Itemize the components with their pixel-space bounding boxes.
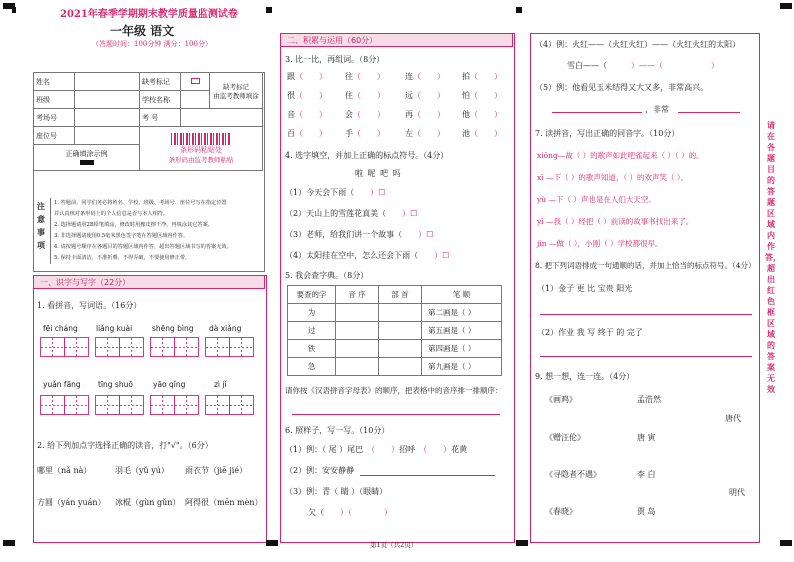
registration-mark (516, 7, 522, 13)
notice-line: 并认真核对条形码上的个人信息是否与本人相符。 (54, 211, 169, 217)
compare-char: 会 (345, 110, 353, 119)
compare-char: 住 (345, 91, 353, 100)
compare-char: 左 (405, 129, 413, 138)
label-class: 班级 (34, 91, 75, 109)
compare-item[interactable]: 连（ ） (405, 72, 445, 81)
q6-example-4b[interactable]: 雪白——（ ）——（ ） (567, 61, 719, 70)
compare-char: 手 (345, 129, 353, 138)
writing-box[interactable] (150, 395, 175, 415)
info-table (33, 72, 263, 171)
q6-example-4: （4）例：火红——（火红火红）——（火红火红的太阳） (535, 40, 741, 49)
lookup-header: 部 首 (379, 286, 422, 304)
q9-author[interactable]: 贾 岛 (637, 507, 656, 516)
q4-line-text: （4）太阳挂在空中，怎么还会下雨（ (285, 251, 419, 260)
notice-line: 4. 请按题号顺序在各题目的答题区域内作答，超出答题区域书写的答案无效。 (54, 244, 232, 250)
pinyin-3: shēng bìng (152, 324, 194, 333)
section2-heading: 二、积累与运用（60分） (280, 33, 513, 47)
registration-mark (780, 540, 792, 546)
pinyin-4: dà xiǎng (209, 324, 242, 333)
q8-item-2: （2）作业 我 写 终于 的 完了 (537, 328, 643, 337)
lookup-cell[interactable] (379, 358, 422, 376)
correct-fill-label: 正确填涂示例 (65, 149, 108, 158)
seat-field[interactable] (75, 127, 140, 145)
label-school: 学校名称 (140, 91, 181, 109)
pinyin-1: fēi cháng (43, 324, 78, 333)
writing-box[interactable] (64, 337, 89, 357)
q7-line[interactable]: jìn —做（ ），小刚（ ）学校都很早。 (537, 239, 663, 248)
label-exam-no: 考 号 (140, 109, 181, 127)
label-name: 姓名 (34, 73, 75, 91)
compare-item[interactable]: 再（ ） (405, 110, 445, 119)
lookup-cell[interactable] (336, 322, 379, 340)
lookup-char: 急 (288, 358, 336, 376)
compare-item[interactable]: 怕（ ） (462, 91, 502, 100)
lookup-cell[interactable] (379, 322, 422, 340)
barcode-area (140, 127, 263, 171)
q9-title: 9. 想一想，连一连。（4分） (535, 372, 635, 381)
q6-example-2 (285, 465, 354, 476)
exam-title: 2021年春季学期期末教学质量监测试卷 (60, 9, 238, 20)
q2-item[interactable]: 羽毛（yǔ yú） (115, 466, 169, 475)
compare-item[interactable]: 跟（ ） (287, 72, 327, 81)
notice-line: 1. 答题前，同学们务必将姓名、学校、班级、考场号、座位号写在指定位置 (54, 200, 227, 206)
q9-poem[interactable]: 《春晓》 (545, 507, 577, 516)
label-exam-room: 考场号 (34, 109, 75, 127)
lookup-cell[interactable] (379, 340, 422, 358)
compare-char: 连 (405, 72, 413, 81)
q6-title: 6. 照样子，写一写。（10分） (285, 426, 390, 435)
q6-ex1-b: 招呼 (399, 445, 416, 454)
missing-note (210, 73, 263, 109)
label-seat: 座位号 (34, 127, 75, 145)
compare-char: 远 (405, 91, 413, 100)
q1-title: 1. 看拼音，写词语。（16分） (37, 301, 142, 310)
exam-no-field[interactable] (181, 109, 263, 127)
q3-title: 3. 比一比，再组词。（8分） (285, 55, 385, 64)
compare-item[interactable]: 往（ ） (345, 72, 385, 81)
compare-item[interactable]: 远（ ） (405, 91, 445, 100)
q6-ex1-text: （1）例：（ 尾 ）尾巴 (285, 445, 364, 454)
q2-item[interactable]: 阿得很（mēn mèn） (185, 498, 263, 507)
q9-poem[interactable]: 《赠汪伦》 (545, 433, 585, 442)
fill-example-icon (80, 160, 94, 165)
missing-note-line2: 由监考教师填涂 (213, 91, 259, 100)
section1-heading: 一、识字与写字（22分） (33, 275, 265, 289)
writing-box[interactable] (95, 395, 120, 415)
q4-line-text: （2）天山上的雪莲花真美（ (285, 209, 387, 218)
notice-char: 意 (37, 214, 45, 224)
lookup-char: 为 (288, 304, 336, 322)
notice-char: 注 (37, 201, 45, 211)
writing-box[interactable] (119, 395, 144, 415)
missing-note-line1: 缺考标记 (223, 82, 249, 91)
q8-item-1: （1）金子 更 比 宝贵 阳光 (537, 284, 633, 293)
q6-ex2-text: （2）例：安安静静 (285, 466, 355, 475)
q9-poem[interactable]: 《寻隐者不遇》 (545, 470, 601, 479)
time-note: （答题时间：100分钟 满分：100分） (92, 40, 212, 48)
compare-char: 他 (462, 110, 470, 119)
answer-line[interactable] (360, 475, 495, 476)
side-warning: 请在各题目的答题区域内作答，超出红色框区域的答案无效 (765, 120, 781, 394)
writing-box[interactable] (205, 395, 230, 415)
writing-box[interactable] (119, 337, 144, 357)
writing-box[interactable] (205, 337, 230, 357)
q6-example-5: （5）例：他看见玉米结得又大又多，非常高兴。 (535, 83, 709, 92)
answer-line[interactable] (540, 356, 752, 357)
q6-ex3-text: （3）例：青（ 睛 ）（眼睛） (285, 487, 388, 496)
answer-line[interactable] (292, 414, 500, 415)
writing-box[interactable] (174, 337, 199, 357)
notice-char: 事 (37, 227, 45, 237)
answer-line[interactable] (552, 112, 642, 113)
registration-mark (516, 540, 528, 546)
notice-line: 3. 非选择题请使用0.5毫米黑色签字笔在答题区域内作答。 (54, 233, 189, 239)
school-field[interactable] (181, 91, 210, 109)
q9-author[interactable]: 孟浩然 (637, 395, 661, 404)
correct-fill-cell (34, 145, 140, 171)
q6-example-3 (285, 486, 387, 497)
exam-room-field[interactable] (75, 109, 140, 127)
writing-box[interactable] (150, 337, 175, 357)
compare-char: 跟 (287, 72, 295, 81)
compare-char: 池 (462, 129, 470, 138)
registration-mark (12, 7, 16, 13)
compare-char: 很 (287, 91, 295, 100)
lookup-stroke[interactable]: 第四画是（ ） (422, 340, 502, 358)
notice-title (37, 200, 49, 252)
lookup-header: 音 序 (336, 286, 379, 304)
pinyin-7: yāo qǐng (153, 380, 186, 389)
q6-example-5b: ，非常 (645, 105, 669, 114)
barcode-graphic (171, 133, 231, 145)
lookup-stroke[interactable]: 第五画是（ ） (422, 322, 502, 340)
page-footer: 第1页（共2页） (370, 541, 418, 549)
lookup-stroke[interactable]: 第二画是（ ） (422, 304, 502, 322)
registration-mark (266, 540, 278, 546)
q2-item[interactable]: 雨衣节（jiē jié） (185, 466, 248, 475)
compare-item[interactable]: 住（ ） (345, 91, 385, 100)
q4-choices: 啦 呢 吧 吗 (355, 169, 402, 178)
q7-title: 7. 读拼音，写出正确的同音字。（10分） (535, 129, 680, 138)
q7-line[interactable]: yī —我（ ）经把（ ）前读的故事书找出来了。 (537, 217, 694, 226)
compare-char: 音 (287, 110, 295, 119)
compare-char: 百 (287, 129, 295, 138)
q9-author[interactable]: 唐 寅 (637, 433, 656, 442)
class-field[interactable] (75, 91, 140, 109)
writing-box[interactable] (95, 337, 120, 357)
q4-line-text: （1）今天会下雨（ (285, 188, 355, 197)
q2-title: 2. 给下列加点字选择正确的读音，打"√"。（6分） (37, 441, 213, 450)
barcode-label: 条形码粘贴处 (180, 146, 222, 154)
missing-checkbox[interactable] (181, 73, 210, 91)
lookup-stroke[interactable]: 第九画是（ ） (422, 358, 502, 376)
writing-box[interactable] (229, 337, 254, 357)
writing-box[interactable] (174, 395, 199, 415)
answer-line[interactable] (540, 314, 752, 315)
notice-text (50, 198, 264, 264)
q6-ex4-b: 雪白——（ (567, 61, 607, 70)
pinyin-6: tīng shuō (98, 380, 133, 389)
q6-ex1-c: 花黄 (451, 445, 468, 454)
q7-line[interactable]: xiōng—故（ ）的歌声如此吧雀起来（ ）（ ）的。 (537, 151, 704, 160)
lookup-cell[interactable] (336, 358, 379, 376)
lookup-table (287, 285, 502, 376)
answer-line[interactable] (678, 112, 740, 113)
subject-title: 一年级 语文 (110, 24, 175, 38)
lookup-char: 铁 (288, 340, 336, 358)
label-missing: 缺考标记 (140, 73, 181, 91)
q9-dynasty[interactable]: 明代 (729, 488, 745, 497)
notice-line: 2. 选择题请用2B铅笔填涂，修改时用橡皮擦干净，再填涂其它答案。 (54, 222, 213, 228)
compare-item[interactable]: 左（ ） (405, 129, 445, 138)
compare-item[interactable]: 会（ ） (345, 110, 385, 119)
lookup-header: 笔 顺 (422, 286, 502, 304)
compare-item[interactable]: 百（ ） (287, 129, 327, 138)
lookup-cell[interactable] (379, 304, 422, 322)
q2-item[interactable]: 方圆（yán yuán） (37, 498, 106, 507)
q2-item[interactable]: 哪里（nǎ nà） (37, 466, 92, 475)
registration-mark (780, 3, 792, 9)
q9-poem[interactable]: 《画鸡》 (545, 395, 577, 404)
compare-item[interactable]: 拍（ ） (462, 72, 502, 81)
writing-box[interactable] (40, 337, 65, 357)
writing-box[interactable] (229, 395, 254, 415)
lookup-cell[interactable] (336, 340, 379, 358)
writing-box[interactable] (64, 395, 89, 415)
compare-item[interactable]: 池（ ） (462, 129, 502, 138)
compare-char: 往 (345, 72, 353, 81)
q6-example-1: （1）例：（ 尾 ）尾巴 （ ）招呼 （ ）花黄 (285, 445, 468, 454)
notice-line: 5. 保持卡面清洁，不准折叠、不得弄破，不要使用修正带。 (54, 255, 191, 261)
compare-char: 拍 (462, 72, 470, 81)
lookup-char: 过 (288, 322, 336, 340)
q6-example-3b[interactable]: 欠（ ）（ ） (308, 508, 392, 517)
pinyin-2: liǎng kuài (96, 324, 133, 333)
lookup-note: 请你按《汉语拼音字母表》的顺序，把表格中的音序排一排顺序： (285, 386, 503, 395)
notice-char: 项 (37, 240, 45, 250)
q4-line[interactable]: （2）天山上的雪莲花真美（ ）☐ (285, 209, 418, 218)
q4-line-text: （3）老师，给我们讲一个故事（ (285, 230, 403, 239)
compare-item[interactable]: 很（ ） (287, 91, 327, 100)
q4-line[interactable]: （1）今天会下雨（ ）☐ (285, 188, 386, 197)
barcode-sublabel: 条形码由监考教师粘贴 (168, 156, 234, 164)
q9-dynasty[interactable]: 唐代 (725, 414, 741, 423)
q4-title: 4. 选字填空，并加上正确的标点符号。（4分） (285, 151, 449, 160)
registration-mark (266, 7, 272, 13)
compare-char: 再 (405, 110, 413, 119)
q7-line[interactable]: xī —下（ ）的歌声知道，（ ）的欢声笑（ ）。 (537, 173, 689, 182)
compare-item[interactable]: 音（ ） (287, 110, 327, 119)
q2-item[interactable]: 冰棍（gùn gǔn） (115, 498, 181, 507)
writing-box[interactable] (40, 395, 65, 415)
compare-item[interactable]: 手（ ） (345, 129, 385, 138)
pinyin-5: yuǎn fāng (43, 380, 81, 389)
q6-ex3-b: 欠（ (308, 508, 324, 517)
q9-author[interactable]: 李 白 (637, 470, 656, 479)
name-field[interactable] (75, 73, 140, 91)
q8-title: 8. 把下列词语排成一句通顺的话，并加上恰当的标点符号。（4分） (535, 261, 756, 270)
registration-mark (3, 540, 15, 546)
q7-line[interactable]: yù —下（ ）声也是在人们大天空。 (537, 195, 656, 204)
q4-line[interactable]: （3）老师，给我们讲一个故事（ ）☐ (285, 230, 434, 239)
compare-char: 怕 (462, 91, 470, 100)
q4-line[interactable]: （4）太阳挂在空中，怎么还会下雨（ ）☐ (285, 251, 450, 260)
pinyin-8: zì jǐ (214, 380, 227, 389)
compare-item[interactable]: 他（ ） (462, 110, 502, 119)
lookup-header: 要查的字 (288, 286, 336, 304)
lookup-cell[interactable] (336, 304, 379, 322)
q5-title: 5. 我会查字典。（8分） (285, 271, 369, 280)
